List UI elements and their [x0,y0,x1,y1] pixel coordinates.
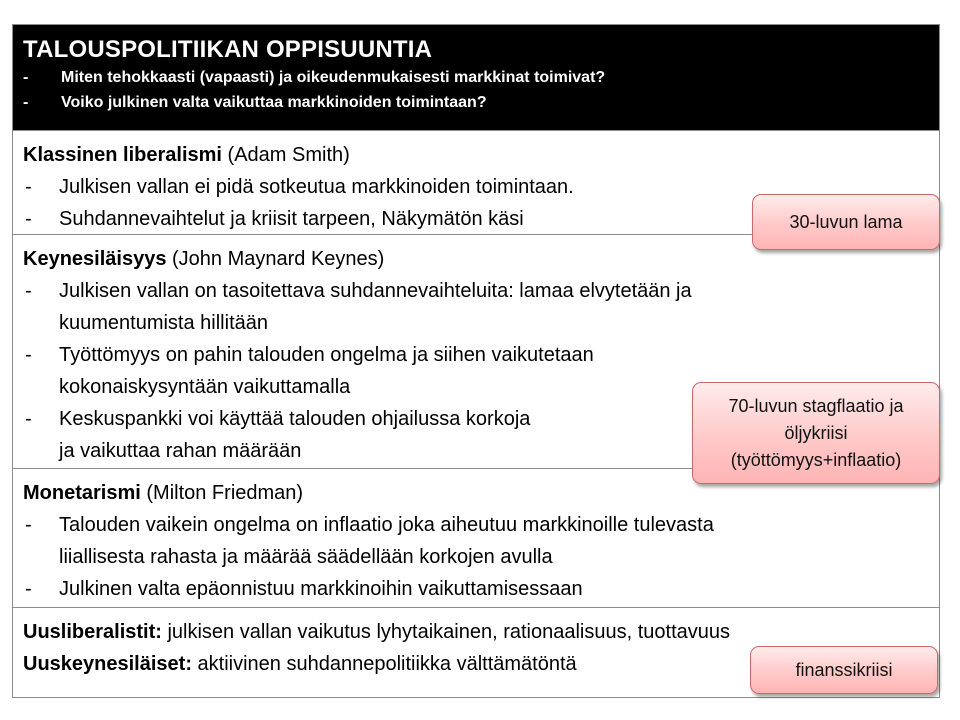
list-item-continuation: kuumentumista hillitään [59,312,268,334]
list-item [23,339,929,371]
theory-description: aktiivinen suhdannepolitiikka välttämätöntä [191,653,577,675]
list-item [23,573,929,605]
theory-person: (Adam Smith) [221,144,350,166]
bullet-dash: - [23,94,29,111]
list-item-continuation: kokonaiskysyntään vaikuttamalla [59,376,351,398]
bullet-dash: - [25,280,32,302]
theory-name: Keynesiläisyys [23,248,167,270]
bullet-dash: - [25,408,32,430]
neoliberalism-line [23,616,929,648]
question-text: Miten tehokkaasti (vapaasti) ja oikeudenmukaisesti markkinat toimivat? [61,69,606,86]
callout-text: finanssikriisi [795,659,893,680]
list-item-text: Julkinen valta epäonnistuu markkinoihin vaikuttamisessaan [59,578,583,600]
row-heading [23,139,929,171]
header-question-2 [23,90,929,115]
callout-line: (työttömyys+inflaatio) [730,449,902,470]
callout-line: 70-luvun stagflaatio ja [728,395,904,416]
list-item-text: Julkisen vallan ei pidä sotkeutua markkinoiden toimintaan. [59,176,574,198]
theory-name: Uuskeynesiläiset: [23,653,192,675]
callout-financial-crisis [750,646,938,694]
theory-name: Klassinen liberalismi [23,144,222,166]
list-item-continuation: ja vaikuttaa rahan määrään [59,440,302,462]
bullet-dash: - [25,514,32,536]
theory-person: (Milton Friedman) [140,482,304,504]
bullet-dash: - [25,578,32,600]
theory-name: Uusliberalistit: [23,621,162,643]
theory-name: Monetarismi [23,482,141,504]
theories-table [12,24,940,698]
callout-stagflation-1970s [692,382,940,484]
list-item [23,275,929,307]
table-header [13,25,939,131]
callout-text: 30-luvun lama [789,211,903,232]
list-item-continuation: liiallisesta rahasta ja määrää säädellään korkojen avulla [59,546,553,568]
list-item-text: Talouden vaikein ongelma on inflaatio joka aiheutuu markkinoille tulevasta [59,514,714,536]
list-item [23,509,929,541]
callout-line: öljykriisi [784,422,848,443]
callout-text [728,393,903,474]
row-monetarism [13,469,939,608]
bullet-dash: - [25,344,32,366]
theory-person: (John Maynard Keynes) [166,248,385,270]
bullet-dash: - [25,176,32,198]
bullet-dash: - [23,69,29,86]
list-item-text: Julkisen vallan on tasoitettava suhdannevaihteluita: lamaa elvytetään ja [59,280,692,302]
page-title: TALOUSPOLITIIKAN OPPISUUNTIA [23,36,433,63]
list-item-text: Keskuspankki voi käyttää talouden ohjailussa korkoja [59,408,531,430]
list-item-text: Työttömyys on pahin talouden ongelma ja siihen vaikutetaan [59,344,594,366]
callout-depression-1930s [752,194,940,250]
bullet-dash: - [25,208,32,230]
header-question-1 [23,65,929,90]
list-item-text: Suhdannevaihtelut ja kriisit tarpeen, Näkymätön käsi [59,208,524,230]
question-text: Voiko julkinen valta vaikuttaa markkinoiden toimintaan? [61,94,487,111]
theory-description: julkisen vallan vaikutus lyhytaikainen, rationaalisuus, tuottavuus [161,621,731,643]
